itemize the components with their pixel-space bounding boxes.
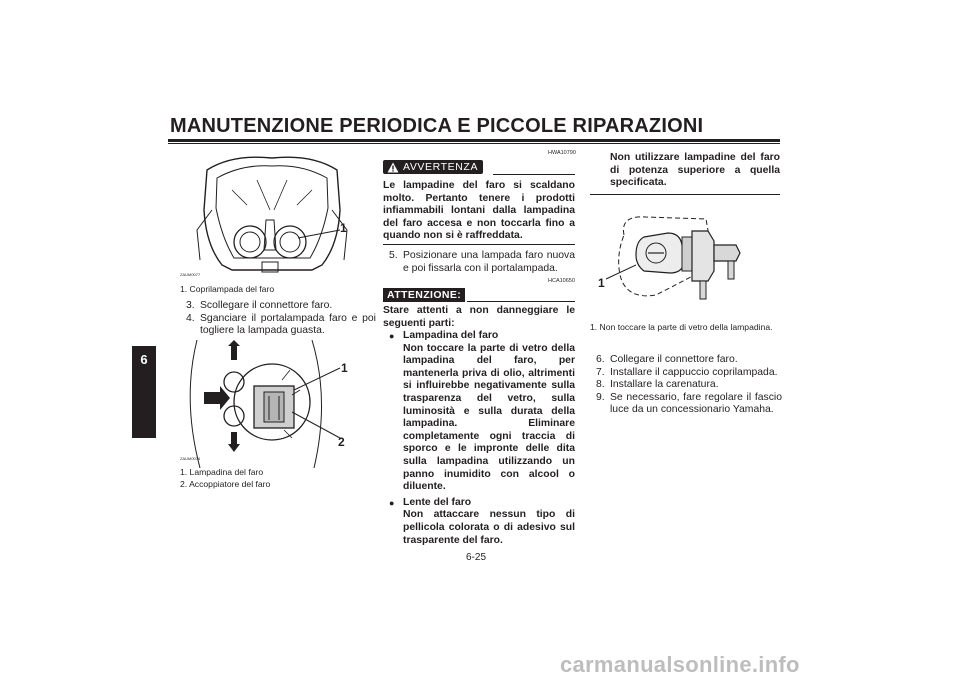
caution-rule [467,301,575,302]
caution-bullets [389,330,575,547]
caution-code: HCA10650 [548,278,575,284]
caution-end-rule [590,194,780,195]
watermark-footer: carmanualsonline.info [560,652,800,677]
headlight-cover-illustration [172,150,372,282]
caution-end-text: Non utilizzare lampadine del faro di potenza superiore a quella specificata. [610,152,780,189]
fig2-code: ZAUM0076 [180,456,201,461]
h4-bulb-illustration [596,205,776,315]
bullet-lens: ● Lente del faro Non attaccare nessun tipo di pellicola colorata o di adesivo sul trasparente del faro. [389,496,575,546]
chapter-tab: 6 [132,346,156,438]
bullet-icon: ● [389,331,395,341]
fig1-caption: 1. Coprilampada del faro [180,284,275,294]
figure-bulb [596,205,776,315]
warning-triangle-icon [387,162,399,173]
step-9: 9. Se necessario, fare regolare il fascio luce da un concessionario Yamaha. [596,391,782,416]
warning-code: HWA10790 [548,150,576,156]
caution-intro: Stare attenti a non danneggiare le seguenti parti: [383,305,575,329]
steps-6-9 [596,354,782,417]
headlight-bulb-illustration [172,340,372,468]
fig2-callout-1: 1 [341,361,348,375]
warning-label: AVVERTENZA [383,160,483,174]
step-6: 6. Collegare il connettore faro. [596,354,738,365]
fig3-caption: 1. Non toccare la parte di vetro della lampadina. [590,322,773,332]
step-8: 8. Installare la carenatura. [596,379,719,391]
step-3: 3. Scollegare il connettore faro. [186,300,333,311]
bullet-icon: ● [389,497,395,508]
figure-headlight-bulb [172,340,372,468]
fig2-callout-2: 2 [338,435,345,449]
fig1-code: ZAUM0077 [180,272,201,277]
fig1-callout: 1 [340,221,347,235]
figure-headlight-cover [172,150,372,282]
fig3-callout: 1 [598,276,605,290]
warning-text: Le lampadine del faro si scaldano molto. Pertanto tenere i prodotti infiammabili lontani dalla lampadina del faro accesa e non toccarla fino a quando non si è raffreddata. [383,180,575,242]
page-title: MANUTENZIONE PERIODICA E PICCOLE RIPARAZIONI [170,115,704,137]
bullet-bulb: ● Lampadina del faro Non toccare la parte di vetro della lampadina del faro, per mantenerla priva di olio, altrimenti si influirebbe negativamente sulla trasparenza del vetro, sulla luminosità e sulla durata della lampadina. Eliminare completamente ogni traccia di sporco e le impronte delle dita sulla lampadina utilizzando un panno inumidito con alcool o diluente. [389,330,575,493]
steps-3-4 [186,300,376,338]
step-7: 7. Installare il cappuccio coprilampada. [596,366,778,378]
warning-end-rule [383,244,575,245]
fig2-caption-1: 1. Lampadina del faro [180,467,264,477]
page-number: 6-25 [466,552,487,563]
step-5: 5. Posizionare una lampada faro nuova e poi fissarla con il portalampada. [389,250,575,274]
caution-label: ATTENZIONE: [383,288,465,302]
title-rule-thin [168,143,780,144]
step-4: 4. Sganciare il portalampada faro e poi togliere la lampada guasta. [186,312,376,337]
warning-rule [493,174,575,175]
fig2-caption-2: 2. Accoppiatore del faro [180,479,271,489]
title-rule [168,139,780,142]
